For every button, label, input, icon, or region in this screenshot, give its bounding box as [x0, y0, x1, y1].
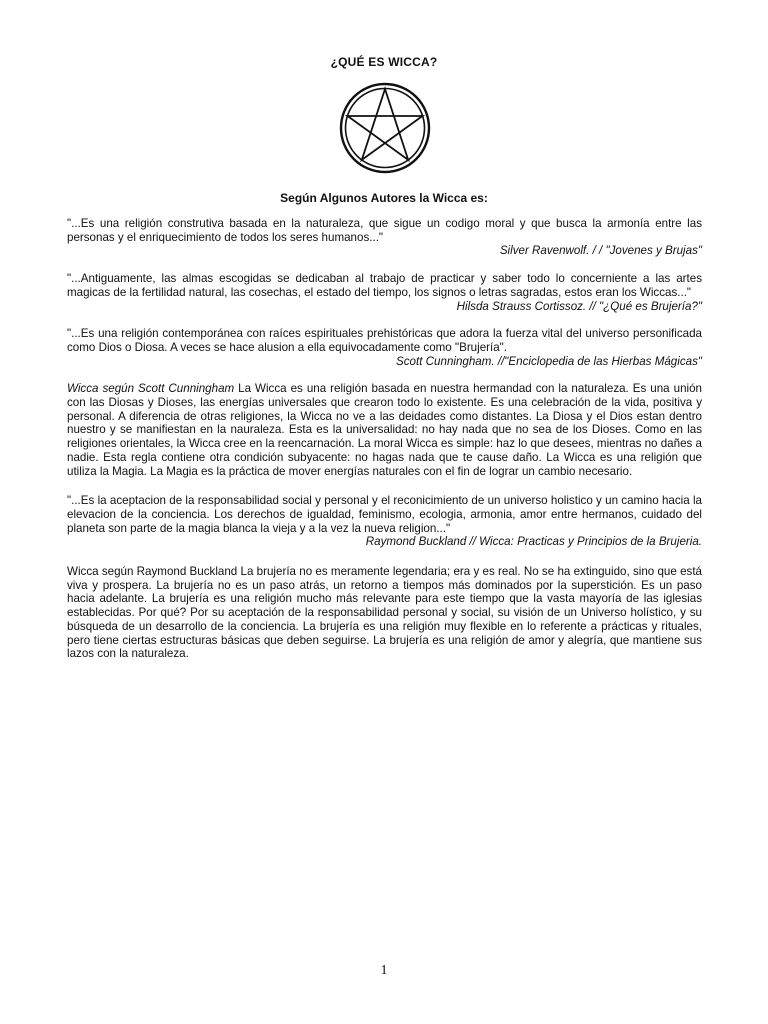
- quote-attribution: Hilsda Strauss Cortissoz. // "¿Qué es Brujería?": [456, 299, 702, 313]
- quote-attribution: Raymond Buckland // Wicca: Practicas y Principios de la Brujeria.: [365, 535, 702, 549]
- quote-text: "...Es una religión contemporánea con raíces espirituales prehistóricas que adora la fuerza vital del universo personificada como Dios o Diosa. A veces se hace alusion a ella equivocadamente como "Brujería".: [67, 327, 702, 354]
- buckland-paragraph: [67, 565, 702, 661]
- quote-attribution: Scott Cunningham. //"Enciclopedia de las Hierbas Mágicas": [396, 354, 702, 368]
- quote-text: "...Es la aceptacion de la responsabilidad social y personal y el reconicimiento de un universo holistico y un camino hacia la elevacion de la conciencia. Los derechos de igualdad, feminismo, ecologia, armonia, amor entre hermanos, cuidado del planeta son parte de la magia blanca la vieja y a la vez la nueva religion...": [67, 494, 702, 535]
- section-subtitle: Según Algunos Autores la Wicca es:: [280, 191, 488, 205]
- page-number: 1: [380, 963, 388, 978]
- page-title: ¿QUÉ ES WICCA?: [330, 55, 438, 69]
- quote-block: [67, 327, 702, 368]
- cunningham-lead: Wicca según Scott Cunningham: [67, 382, 235, 396]
- quote-text: "...Es una religión construtiva basada en la naturaleza, que sigue un codigo moral y que busca la armonía entre las personas y el enriquecimiento de todos los seres humanos...": [67, 217, 702, 244]
- quote-block: [67, 494, 702, 549]
- buckland-text: Wicca según Raymond Buckland La brujería no es meramente legendaria; era y es real. No se ha extinguido, sino que está viva y prospera. La brujería no es un paso atrás, un retorno a tiempos más dominados por la superstición. Es un paso hacia adelante. La brujería es una religión mucho más relevante para este tiempo que la vasta mayoría de las iglesias establecidas. Por qué? Por su aceptación de la responsabilidad personal y social, su visión de un Universo holístico, y su búsqueda de un desarrollo de la conciencia. La brujería es una religión muy flexible en lo referente a prácticas y rituales, pero tiene ciertas estructuras básicas que deben seguirse. La brujería es una religión de amor y alegría, que mantiene sus lazos con la naturaleza.: [67, 565, 702, 661]
- pentacle-icon: [339, 81, 431, 175]
- document-body: [67, 217, 702, 677]
- quote-block: [67, 272, 702, 313]
- quote-text: "...Antiguamente, las almas escogidas se dedicaban al trabajo de practicar y saber todo lo concerniente a las artes magicas de la fertilidad natural, las cosechas, el estado del tiempo, los signos o letras sagradas, estos eran los Wiccas...": [67, 272, 702, 299]
- cunningham-paragraph: [67, 382, 702, 478]
- quote-attribution: Silver Ravenwolf. / / "Jovenes y Brujas": [499, 244, 702, 258]
- quote-block: [67, 217, 702, 258]
- cunningham-text: La Wicca es una religión basada en nuestra hermandad con la naturaleza. Es una unión con las Diosas y Dioses, las energías universales que crearon todo lo existente. Es una celebración de la vida, positiva y personal. A diferencia de otras religiones, la Wicca no ve a las deidades como distantes. La Diosa y el Dios estan dentro nuestro y se manifiestan en la nauraleza. Esta es la universalidad: no hay nada que no sea de los Dioses. Como en las religiones orientales, la Wicca cree en la reencarnación. La moral Wicca es simple: haz lo que desees, mientras no dañes a nadie. Esta regla contiene otra condición subyacente: no hagas nada que te cause daño. La Wicca es una religión que utiliza la Magia. La Magia es la práctica de mover energías naturales con el fin de lograr un cambio necesario.: [67, 382, 702, 478]
